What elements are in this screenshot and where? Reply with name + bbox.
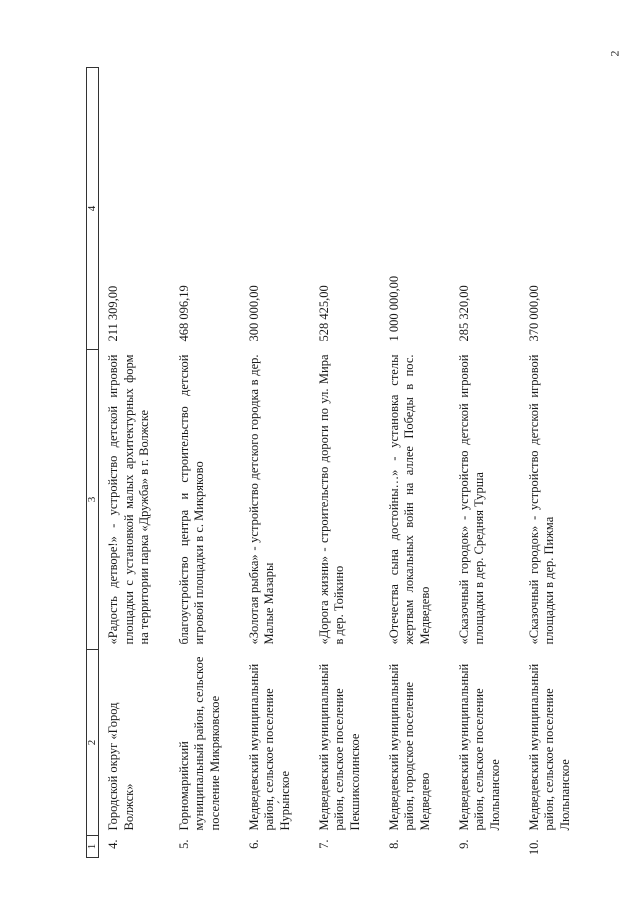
column-header-3: 3 xyxy=(87,350,99,650)
row-number: 9. xyxy=(456,839,471,849)
rotated-page-content xyxy=(86,68,586,858)
row-number: 7. xyxy=(316,839,331,849)
amount-cell: 285 320,00 xyxy=(456,285,471,342)
municipality-cell: Горномарийский муниципальный район, сельское поселение Микряковское xyxy=(176,656,222,831)
column-header-4: 4 xyxy=(87,68,99,350)
table-row xyxy=(99,68,169,858)
amount-cell: 211 309,00 xyxy=(106,285,120,342)
amount-cell: 1 000 000,00 xyxy=(386,275,401,342)
project-cell: благоустройство центра и строительство детской игровой площадки в с. Микряково xyxy=(176,354,206,645)
project-cell: «Сказочный городок» - устройство детской игровой площадки в дер. Средняя Турша xyxy=(456,354,486,645)
municipality-cell: Медведевский муниципальный район, сельское поселение Нуры́нское xyxy=(246,663,292,831)
municipality-cell: Медведевский муниципальный район, сельское поселение Пекшиксолинское xyxy=(316,663,362,831)
column-header-2: 2 xyxy=(87,650,99,836)
row-number: 4. xyxy=(106,839,120,849)
row-number: 6. xyxy=(246,839,261,849)
row-number: 8. xyxy=(386,839,401,849)
table-row xyxy=(379,68,449,858)
projects-table xyxy=(86,67,589,858)
project-cell: «Сказочный городок» - устройство детской игровой площадки в дер. Пижма xyxy=(526,354,556,645)
table-row xyxy=(449,68,519,858)
column-header-1: 1 xyxy=(87,836,99,858)
table-row xyxy=(169,68,239,858)
table-row xyxy=(519,68,589,858)
project-cell: «Золотая рыбка» - устройство детского городка в дер. Малые Мазары xyxy=(246,354,276,645)
municipality-cell: Медведевский муниципальный район, сельское поселение Люльпанское xyxy=(526,663,572,831)
table-row xyxy=(309,68,379,858)
municipality-cell: Городской округ «Город Волжск» xyxy=(106,702,136,831)
page-number: 2 xyxy=(607,50,622,57)
municipality-cell: Медведевский муниципальный район, городское поселение Медведево xyxy=(386,663,432,831)
project-cell: «Отечества сына достойны…» - установка стелы жертвам локальных войн на аллее Победы в пос. Медведево xyxy=(386,354,432,645)
amount-cell: 370 000,00 xyxy=(526,285,541,342)
table-header-row xyxy=(87,68,99,858)
project-cell: «Радость детворе!» - устройство детской игровой площадки с установкой малых архитектурных форм на территории парка «Дружба» в г. Волжске xyxy=(106,354,151,645)
amount-cell: 300 000,00 xyxy=(246,285,261,342)
row-number: 10. xyxy=(526,839,541,856)
project-cell: «Дорога жизни» - строительство дороги по ул. Мира в дер. Тойкино xyxy=(316,354,346,645)
table-row xyxy=(239,68,309,858)
amount-cell: 468 096,19 xyxy=(176,285,191,342)
amount-cell: 528 425,00 xyxy=(316,285,331,342)
row-number: 5. xyxy=(176,839,191,849)
municipality-cell: Медведевский муниципальный район, сельское поселение Люльпанское xyxy=(456,663,502,831)
